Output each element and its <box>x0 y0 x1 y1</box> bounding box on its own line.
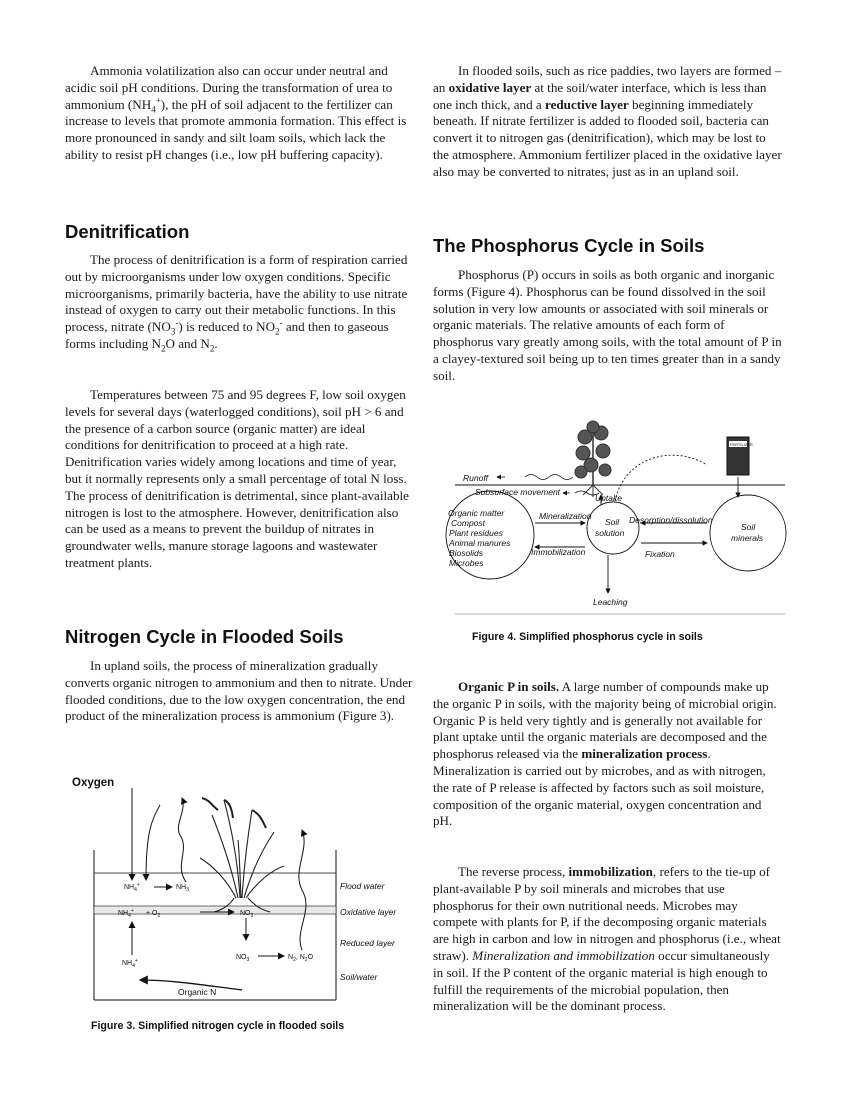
fig4-soil-solution-label: solution <box>595 528 625 538</box>
fig3-nh4-low: $NH_4^+$ <box>122 958 138 969</box>
fig3-oxidative-layer-label: Oxidative layer <box>340 907 397 917</box>
fig3-o2: + $O_2$ <box>146 910 161 919</box>
paragraph-denitrification-1: The process of denitrification is a form of respiration carried out by microorganisms under low oxygen conditions. Specific microorganisms, primarily bacteria, have the ability to use nitrate instead of oxygen to carry out their metabolic functions. In this process, nitrate $(NO_3^-)$ is reduced to $NO_2^-$ and then to gaseous forms including $N_2O$ and $N_2$. <box>65 252 408 354</box>
fig4-organic-item: Biosolids <box>449 548 484 558</box>
figure-3-caption: Figure 3. Simplified nitrogen cycle in flooded soils <box>91 1020 345 1032</box>
fig4-runoff-label: Runoff <box>463 473 489 483</box>
fig4-plant-icon <box>575 421 611 497</box>
fig4-desorption-label: Desorption/dissolution <box>629 515 713 525</box>
paragraph-ammonia-volatilization: Ammonia volatilization also can occur under neutral and acidic soil pH conditions. During the transformation of urea to ammonium $(NH_4^+)$, the pH of soil adjacent to the fertilizer can increase to levels that promote ammonia formation. This effect is more pronounced in sandy and silt loam soils, which lack the ability to resist pH changes (i.e., low pH buffering capacity). <box>65 63 407 162</box>
fig3-n2-n2o: $N_2$, $N_2O$ <box>288 954 314 963</box>
heading-phosphorus-cycle: The Phosphorus Cycle in Soils <box>433 235 705 256</box>
figure-3-nitrogen-cycle-diagram <box>62 770 422 1020</box>
fig3-tank <box>94 850 336 1000</box>
figure-4-phosphorus-cycle-diagram <box>445 415 795 620</box>
fig3-oxygen-label: Oxygen <box>72 777 115 789</box>
paragraph-immobilization: The reverse process, immobilization, refers to the tie-up of plant-available P by soil minerals and microbes that use phosphorus for their own nutritional needs. Microbes may compete with plants for P, if the decomposing organic materials are high in carbon and low in nitrogen and phosphorus (i.e., wheat straw). Mineralization and immobilization occur simultaneously in soil. If the P content of the organic material is high enough to fulfill the requirements of the microbial population, then mineralization will be the dominant process. <box>433 864 781 1014</box>
heading-nitrogen-flooded-soils: Nitrogen Cycle in Flooded Soils <box>65 626 344 647</box>
fig4-soil-minerals-label: Soil <box>741 522 756 532</box>
fig4-mineralization-label: Mineralization <box>539 511 592 521</box>
fig3-no3-bottom: $NO_3$ <box>236 954 250 963</box>
figure-4-caption: Figure 4. Simplified phosphorus cycle in soils <box>472 631 703 643</box>
fig4-leaching-label: Leaching <box>593 597 628 607</box>
fig4-soil-solution-label: Soil <box>605 517 620 527</box>
fig3-no3-top: $NO_3$ <box>240 910 254 919</box>
fig4-organic-item: Microbes <box>449 558 484 568</box>
rice-plant-icon <box>200 798 284 912</box>
svg-text:FERTILIZER: FERTILIZER <box>730 442 753 447</box>
fig4-subsurface-label: Subsurface movement <box>475 487 561 497</box>
fig3-nh4-top: $NH_4^+$ <box>124 882 140 893</box>
fig4-immobilization-label: Immobilization <box>531 547 586 557</box>
paragraph-denitrification-2: Temperatures between 75 and 95 degrees F, low soil oxygen levels for several days (waterlogged conditions), soil pH > 6 and the presence of a carbon source (organic matter) are ideal conditions for denitrification to proceed at a high rate. Denitrification varies widely among locations and time of year, but it normally represents only a small percentage of total N loss. The process of denitrification is detrimental, since plant-available nitrogen is lost to the atmosphere. However, denitrification also can be used as a means to prevent the buildup of nitrates in groundwater wells, manure storage lagoons and wastewater treatment plants. <box>65 387 409 570</box>
fig3-flood-water-label: Flood water <box>340 881 385 891</box>
fig3-reduced-layer-label: Reduced layer <box>340 938 395 948</box>
paragraph-phosphorus: Phosphorus (P) occurs in soils as both organic and inorganic forms (Figure 4). Phosphorus can be found dissolved in the soil solution in very low amounts or associated with soil minerals or organic materials. The relative amounts of each form of phosphorus vary greatly among soils, with the total amount of P in a clayey-textured soil being up to ten times greater than in a sandy soil. <box>433 267 782 383</box>
paragraph-organic-p: Organic P in soils. A large number of compounds make up the organic P in soils, with the majority being of microbial origin. Organic P is held very tightly and is generally not available for plant uptake until the organic materials are decomposed and the phosphorus released via the mineralization process. Mineralization is carried out by microbes, and as with nitrogen, the rate of P release is affected by factors such as soil moisture, composition of the organic material, oxygen concentration and pH. <box>433 679 777 829</box>
fig4-soil-minerals-label: minerals <box>731 533 764 543</box>
fig4-uptake-label: Uptake <box>595 493 622 503</box>
paragraph-flooded-rice: In flooded soils, such as rice paddies, two layers are formed – an oxidative layer at the soil/water interface, which is less than one inch thick, and a reductive layer beginning immediately beneath. If nitrate fertilizer is added to flooded soil, bacteria can convert it to nitrogen gas (denitrification), which may be lost to the atmosphere. Ammonium fertilizer placed in the oxidative layer also may be converted to nitrates, just as in an upland soil. <box>433 63 782 179</box>
heading-denitrification: Denitrification <box>65 221 190 242</box>
fig3-organic-n: Organic N <box>178 987 217 997</box>
fig4-organic-item: Compost <box>451 518 486 528</box>
fig3-nh3: $NH_3$ <box>176 884 189 893</box>
fig3-soil-water-label: Soil/water <box>340 972 378 982</box>
fig4-organic-item: Animal manures <box>449 538 511 548</box>
paragraph-flooded-soils: In upland soils, the process of mineralization gradually converts organic nitrogen to ammonium and then to nitrate. Under flooded conditions, due to the low oxygen concentration, the end product of the mineralization process is ammonium (Figure 3). <box>65 658 413 724</box>
fig4-fixation-label: Fixation <box>645 549 675 559</box>
fertilizer-bag-icon <box>727 437 753 475</box>
fig4-organic-item: Organic matter <box>448 508 505 518</box>
fig4-organic-item: Plant residues <box>449 528 503 538</box>
fig3-nh4-mid: $NH_4^+$ <box>118 908 134 919</box>
